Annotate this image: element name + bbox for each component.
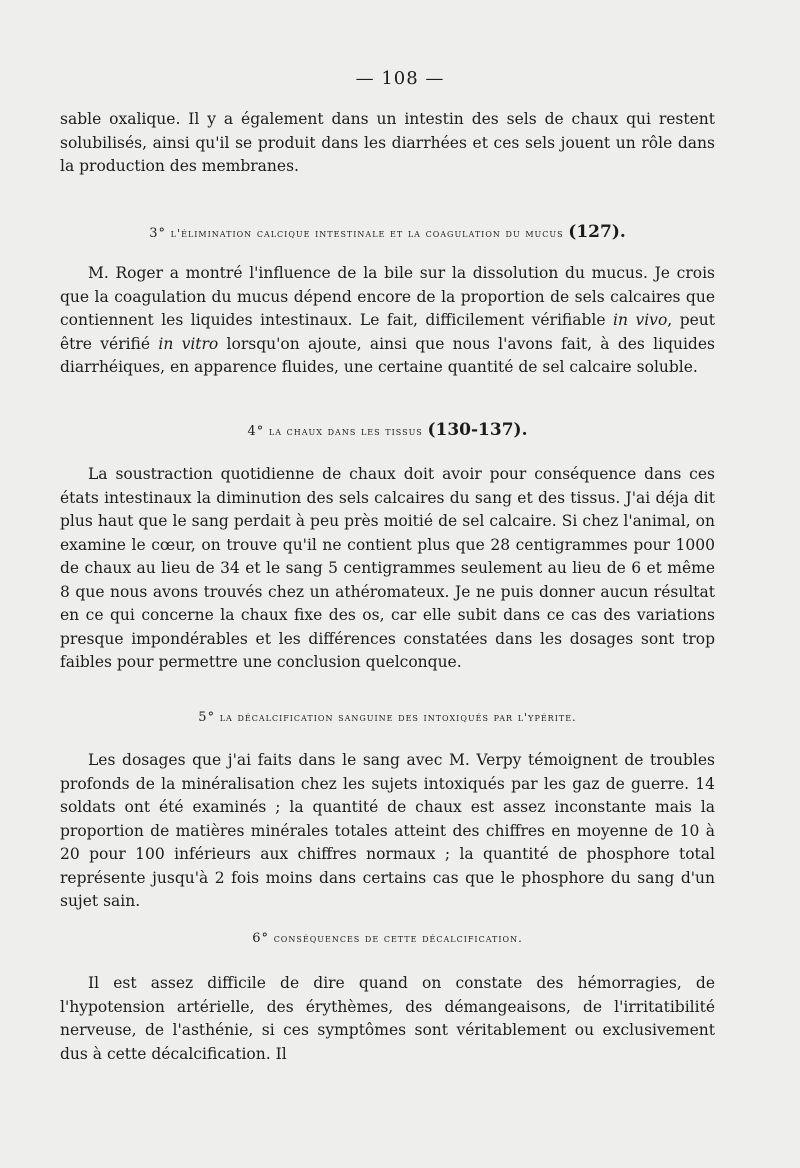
italic-text: in vitro	[158, 334, 219, 353]
section-reference: (127).	[568, 222, 626, 242]
section-heading-5	[60, 710, 715, 725]
paragraph-mucus	[60, 262, 715, 380]
section-title: conséquences de cette décalcification.	[273, 931, 523, 945]
section-heading-3	[60, 222, 715, 242]
paragraph-continuation: sable oxalique. Il y a également dans un intestin des sels de chaux qui restent solubilisés, ainsi qu'il se produit dans les diarrhées et ces sels jouent un rôle dans la production des membranes.	[60, 110, 715, 175]
text-run: , peut être vérifié	[60, 311, 715, 353]
page-number: — 108 —	[355, 68, 445, 89]
paragraph-decalcification-sanguine: Les dosages que j'ai faits dans le sang avec M. Verpy témoignent de troubles profonds de la minéralisation chez les sujets intoxiqués par les gaz de guerre. 14 soldats ont été examinés ; la quantité de chaux est assez inconstante mais la proportion de matières minérales totales atteint des chiffres en moyenne de 10 à 20 pour 100 inférieurs aux chiffres normaux ; la quantité de phosphore total représente jusqu'à 2 fois moins dans certains cas que le phosphore du sang d'un sujet sain.	[60, 751, 715, 910]
section-title: l'élimination calcique intestinale et la coagulation du mucus	[170, 226, 564, 240]
section-number: 4°	[247, 424, 265, 439]
section-heading-4	[60, 420, 715, 440]
section-heading-6	[60, 931, 715, 946]
italic-text: in vivo	[613, 311, 668, 329]
section-number: 6°	[252, 931, 270, 946]
text-run: lorsqu'on ajoute, ainsi que nous l'avons fait, à des liquides diarrhéiques, en apparence fluides, une certaine quantité de sel calcaire soluble.	[60, 334, 715, 376]
section-reference: (130-137).	[427, 420, 528, 440]
section-number: 3°	[149, 226, 166, 241]
section-title: la chaux dans les tissus	[268, 424, 423, 438]
section-number: 5°	[198, 710, 216, 725]
text-run: M. Roger a montré l'influence de la bile sur la dissolution du mucus. Je crois que la coagulation du mucus dépend encore de la proportion de sels calcaires que contiennent les liquides intestinaux. Le fait, difficilement vérifiable	[60, 264, 715, 329]
paragraph-consequences: Il est assez difficile de dire quand on constate des hémorragies, de l'hypotension artérielle, des érythèmes, des démangeaisons, de l'irritatibilité nerveuse, de l'asthénie, si ces symptômes sont véritablement ou exclusivement dus à cette décalcification. Il	[60, 974, 715, 1063]
section-title: la décalcification sanguine des intoxiqués par l'ypérite.	[219, 710, 577, 724]
paragraph-chaux-tissus: La soustraction quotidienne de chaux doit avoir pour conséquence dans ces états intestinaux la diminution des sels calcaires du sang et des tissus. J'ai déja dit plus haut que le sang perdait à peu près moitié de sel calcaire. Si chez l'animal, on examine le cœur, on trouve qu'il ne contient plus que 28 centigrammes pour 1000 de chaux au lieu de 34 et le sang 5 centigrammes seulement au lieu de 6 et même 8 que nous avons trouvés chez un athéromateux. Je ne puis donner aucun résultat en ce qui concerne la chaux fixe des os, car elle subit dans ce cas des variations presque impondérables et les différences constatées dans les dosages sont trop faibles pour permettre une conclusion quelconque.	[60, 465, 715, 671]
